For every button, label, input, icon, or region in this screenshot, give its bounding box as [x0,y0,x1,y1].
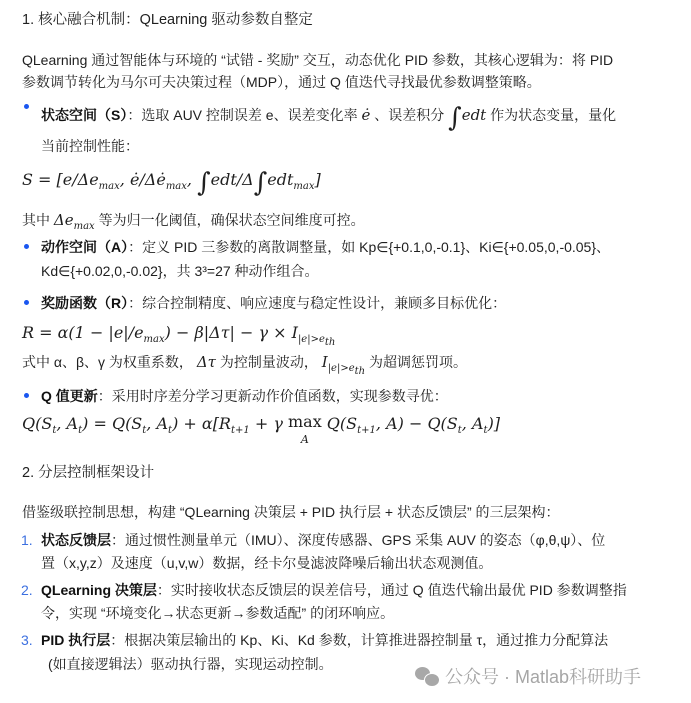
state-space-line-2: 当前控制性能： [41,138,139,154]
reward-note-mid: 为控制量波动， [219,354,318,370]
pid-layer-line-1 [41,630,608,650]
action-space-line-2: Kd∈{+0.02,0,-0.02}，共 3³=27 种动作组合。 [41,263,319,279]
wechat-icon [415,666,439,686]
state-space-line-1 [41,103,617,133]
qlearning-layer-title: QLearning 决策层 [41,582,157,598]
indicator-math: $I_{|e|>e_{th}}$ [321,353,366,377]
state-feedback-line-1 [41,530,605,550]
bullet-icon [24,244,29,249]
action-space-line-1 [41,237,610,257]
note-suffix: 等为归一化阈值，确保状态空间维度可控。 [98,212,365,228]
reward-note-prefix: 式中 α、β、γ 为权重系数， [22,354,193,370]
list-number: 1. [21,532,33,548]
list-number: 2. [21,582,33,598]
watermark [415,663,641,689]
q-update-title: Q 值更新 [41,388,98,404]
e-dot-math: ė [361,106,371,124]
q-update-text: ：采用时序差分学习更新动作价值函数，实现参数寻优： [97,388,448,404]
state-feedback-text: ：通过惯性测量单元（IMU）、深度传感器、GPS 采集 AUV 的姿态（φ,θ,ψ）、位 [111,532,606,548]
section-1-intro-line-1: QLearning 通过智能体与环境的 “试错 - 奖励” 交互，动态优化 PID 参数，其核心逻辑为：将 PID [22,52,614,68]
q-update-line-1 [41,386,448,406]
integral-symbol: ∫ [448,103,462,133]
section-2-intro: 借鉴级联控制思想，构建 “QLearning 决策层 + PID 执行层 + 状态反馈层” 的三层架构： [22,504,560,520]
pid-layer-title: PID 执行层 [41,632,111,648]
reward-formula: $R = \alpha(1 - |e|/e_{max}) - \beta|\Delta\tau| - \gamma \times I_{|e|>e_{th}}$ [22,323,336,349]
edt-math: edt [461,106,487,124]
reward-text: ：综合控制精度、响应速度与稳定性设计，兼顾多目标优化： [128,295,507,311]
action-space-title: 动作空间（A） [41,239,129,255]
state-feedback-title: 状态反馈层 [41,532,111,548]
note-prefix: 其中 [22,212,50,228]
qlearning-layer-line-1 [41,580,627,600]
reward-line-1 [41,293,506,313]
reward-title: 奖励函数（R） [41,295,129,311]
state-space-formula: $S = [e/\Delta e_{max}$, $ė/\Delta ė_{max}$, ∫edt/Δ∫edt$_{max}$] [22,168,321,198]
bullet-icon [24,393,29,398]
q-update-formula: $Q(S_t$, $A_t) = Q(S_t$, $A_t) + \alpha[R_{t+1} + \gamma$ max A $Q(S_{t+1}$, $A) - Q(S_t$, $A_t$)] [22,412,501,446]
reward-note-suffix: 为超调惩罚项。 [369,354,467,370]
state-space-text: ：选取 AUV 控制误差 e、误差变化率 [127,107,358,123]
list-number: 3. [21,632,33,648]
delta-tau-math: Δτ [196,353,216,371]
bullet-icon [24,104,29,109]
delta-e-max-math: $\Delta e_{max}$ [53,211,95,232]
state-space-title: 状态空间（S） [41,107,128,123]
pid-layer-text: ：根据决策层输出的 Kp、Ki、Kd 参数，计算推进器控制量 τ，通过推力分配算法 [110,632,609,648]
section-1-heading: 1. 核心融合机制：QLearning 驱动参数自整定 [22,12,313,28]
qlearning-layer-line-2: 令，实现 “环境变化→状态更新→参数适配” 的闭环响应。 [41,605,395,621]
watermark-text: 公众号 · Matlab科研助手 [445,667,642,687]
state-space-text-end: 作为状态变量，量化 [490,107,617,123]
action-space-text: ：定义 PID 三参数的离散调整量，如 Kp∈{+0.1,0,-0.1}、Ki∈{+0.05,0,-0.05}、 [128,239,611,255]
state-feedback-line-2: 置（x,y,z）及速度（u,v,w）数据，经卡尔曼滤波降噪后输出状态观测值。 [41,555,493,571]
reward-note [22,352,467,382]
section-1-intro-line-2: 参数调节转化为马尔可夫决策过程（MDP），通过 Q 值迭代寻找最优参数调整策略。 [22,74,541,90]
state-space-text-mid: 、误差积分 [374,107,445,123]
qlearning-layer-text: ：实时接收状态反馈层的误差信号，通过 Q 值迭代输出最优 PID 参数调整指 [156,582,627,598]
pid-layer-line-2: (如直接逻辑法）驱动执行器，实现运动控制。 [48,656,333,672]
state-space-note [22,210,365,237]
section-2-heading: 2. 分层控制框架设计 [22,465,155,481]
bullet-icon [24,300,29,305]
